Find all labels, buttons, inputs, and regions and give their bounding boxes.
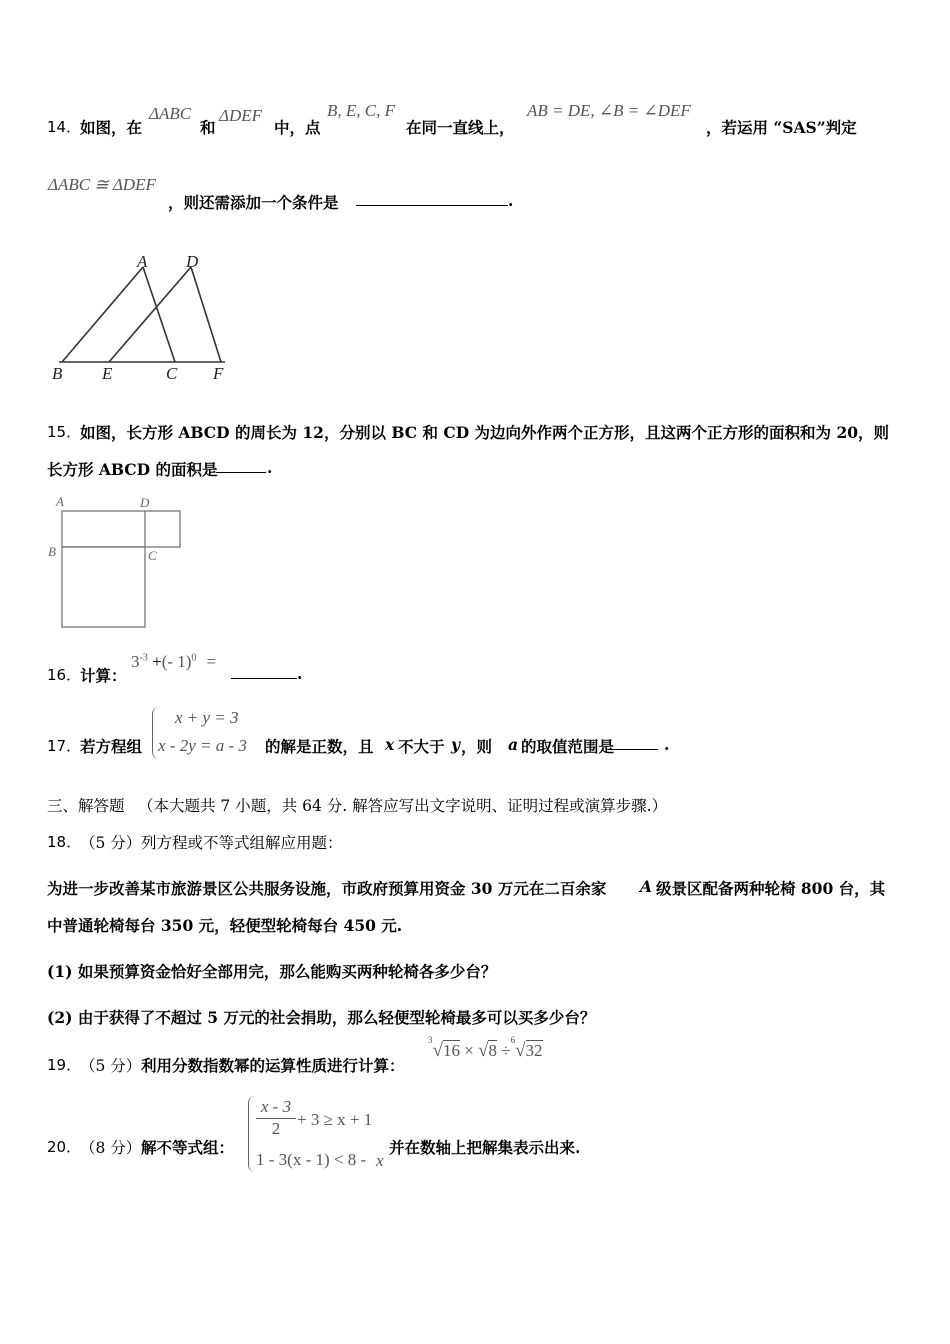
q17-answer-blank[interactable] xyxy=(608,735,658,750)
q14-answer-blank[interactable] xyxy=(356,191,508,206)
q15-rectangle-figure xyxy=(44,490,194,635)
section-heading: 三、解答题 xyxy=(47,797,125,815)
q17-text-3: 不大于 xyxy=(398,737,445,756)
q14-triangle-abc: ΔABC xyxy=(149,104,192,123)
q17-equation-2: x - 2y = a - 3 xyxy=(158,736,247,755)
q17-end: . xyxy=(664,735,670,754)
q14-text-5: ，若运用 “SAS”判定 xyxy=(706,118,857,137)
q17-number: 17． xyxy=(47,737,82,755)
equals: = xyxy=(206,652,217,671)
q16-text: 计算： xyxy=(80,666,127,685)
q14-text-2: 和 xyxy=(200,118,216,137)
q20-inequality-2: 1 - 3(x - 1) < 8 - xyxy=(256,1150,367,1169)
q14-end: . xyxy=(508,191,514,210)
q20-brace xyxy=(248,1096,255,1172)
label-b: B xyxy=(48,544,56,559)
bottom-square xyxy=(62,547,145,627)
q18-number: 18． xyxy=(47,833,82,851)
q14-text-1: 如图，在 xyxy=(80,118,143,137)
q15-line-1: 如图，长方形 ABCD 的周长为 12，分别以 BC 和 CD 为边向外作两个正方形，且这两个正方形的面积和为 20，则 xyxy=(80,423,890,442)
q14-triangle-def: ΔDEF xyxy=(219,106,263,125)
q14-congruence: ΔABC ≅ ΔDEF xyxy=(48,175,156,194)
base: 3 xyxy=(131,652,140,671)
segment-df xyxy=(191,267,221,362)
q14-text-4: 在同一直线上， xyxy=(406,118,515,137)
q14-number: 14． xyxy=(47,118,82,136)
q14-given-condition: AB = DE, ∠B = ∠DEF xyxy=(527,101,691,120)
q20-fraction xyxy=(256,1097,296,1139)
q19-text: 利用分数指数幂的运算性质进行计算： xyxy=(141,1056,405,1075)
plus: + xyxy=(152,652,162,671)
paren: (- 1) xyxy=(161,652,192,671)
fraction-numerator: x - 3 xyxy=(256,1097,296,1119)
segment-ab xyxy=(62,267,143,362)
segment-ac xyxy=(143,267,175,362)
label-d: D xyxy=(140,495,150,510)
label-b: B xyxy=(52,364,63,383)
fraction-denominator: 2 xyxy=(271,1119,281,1138)
q17-text-4: ，则 xyxy=(461,737,493,756)
label-a: A xyxy=(56,494,64,509)
q19-expression: $^3$√16 × √8 ÷$^6$√32 xyxy=(428,1035,543,1061)
q17-var-y: y xyxy=(451,735,461,754)
section-note: （本大题共 7 小题，共 64 分. 解答应写出文字说明、证明过程或演算步骤.） xyxy=(138,797,668,815)
label-a: A xyxy=(137,252,148,271)
q15-number: 15． xyxy=(47,423,82,441)
q18-sub-1: (1) 如果预算资金恰好全部用完，那么能购买两种轮椅各多少台？ xyxy=(47,962,497,981)
q18-sub-2: (2) 由于获得了不超过 5 万元的社会捐助，那么轻便型轮椅最多可以买多少台？ xyxy=(47,1008,596,1027)
segment-ed xyxy=(109,267,191,362)
q15-line-2: 长方形 ABCD 的面积是 xyxy=(47,460,218,479)
q17-var-x: x xyxy=(385,735,395,754)
q18-para-1b: 级景区配备两种轮椅 800 台，其 xyxy=(656,879,886,898)
label-e: E xyxy=(102,364,113,383)
q19-score: （5 分） xyxy=(80,1057,142,1075)
q14-text-6: ，则还需添加一个条件是 xyxy=(168,193,339,212)
q20-var-x: x xyxy=(376,1151,384,1170)
q15-answer-blank[interactable] xyxy=(216,458,266,473)
q18-grade-a: A xyxy=(640,877,653,896)
q17-text-1: 若方程组 xyxy=(80,737,143,756)
q16-number: 16． xyxy=(47,666,82,684)
index-1: 3 xyxy=(428,1035,433,1046)
exponent-1: -3 xyxy=(139,652,148,664)
q17-text-5: 的取值范围是 xyxy=(521,737,615,756)
label-f: F xyxy=(213,364,224,383)
q20-score: （8 分） xyxy=(80,1139,142,1157)
top-square xyxy=(62,511,180,547)
exponent-2: 0 xyxy=(191,652,197,664)
q14-text-3: 中，点 xyxy=(274,118,321,137)
q20-text: 解不等式组： xyxy=(141,1138,235,1157)
q18-para-1a: 为进一步改善某市旅游景区公共服务设施，市政府预算用资金 30 万元在二百余家 xyxy=(47,879,607,898)
q20-number: 20． xyxy=(47,1138,82,1156)
q14-points: B, E, C, F xyxy=(327,101,395,120)
q18-score: （5 分） xyxy=(80,834,142,852)
radicand-2: 8 xyxy=(488,1041,497,1060)
q20-inequality-1-rest: + 3 ≥ x + 1 xyxy=(297,1110,373,1129)
index-3: 6 xyxy=(510,1035,516,1046)
radicand-3: 32 xyxy=(525,1041,543,1060)
label-c: C xyxy=(148,548,157,563)
q14-triangle-figure xyxy=(45,250,245,385)
q17-var-a: a xyxy=(508,735,519,754)
radicand-1: 16 xyxy=(442,1041,460,1060)
label-d: D xyxy=(186,252,199,271)
q20-tail: 并在数轴上把解集表示出来. xyxy=(389,1138,581,1157)
q16-expression xyxy=(131,652,216,672)
q15-end: . xyxy=(267,458,273,477)
q18-para-2: 中普通轮椅每台 350 元，轻便型轮椅每台 450 元. xyxy=(47,916,403,935)
q17-text-2: 的解是正数，且 xyxy=(265,737,374,756)
times: × xyxy=(464,1041,474,1060)
q17-equation-1: x + y = 3 xyxy=(175,708,239,727)
q16-answer-blank[interactable] xyxy=(231,664,297,679)
q19-number: 19． xyxy=(47,1056,82,1074)
label-c: C xyxy=(166,364,178,383)
q16-end: . xyxy=(297,664,303,683)
q18-title: 列方程或不等式组解应用题： xyxy=(141,834,343,852)
divide: ÷ xyxy=(501,1041,511,1060)
